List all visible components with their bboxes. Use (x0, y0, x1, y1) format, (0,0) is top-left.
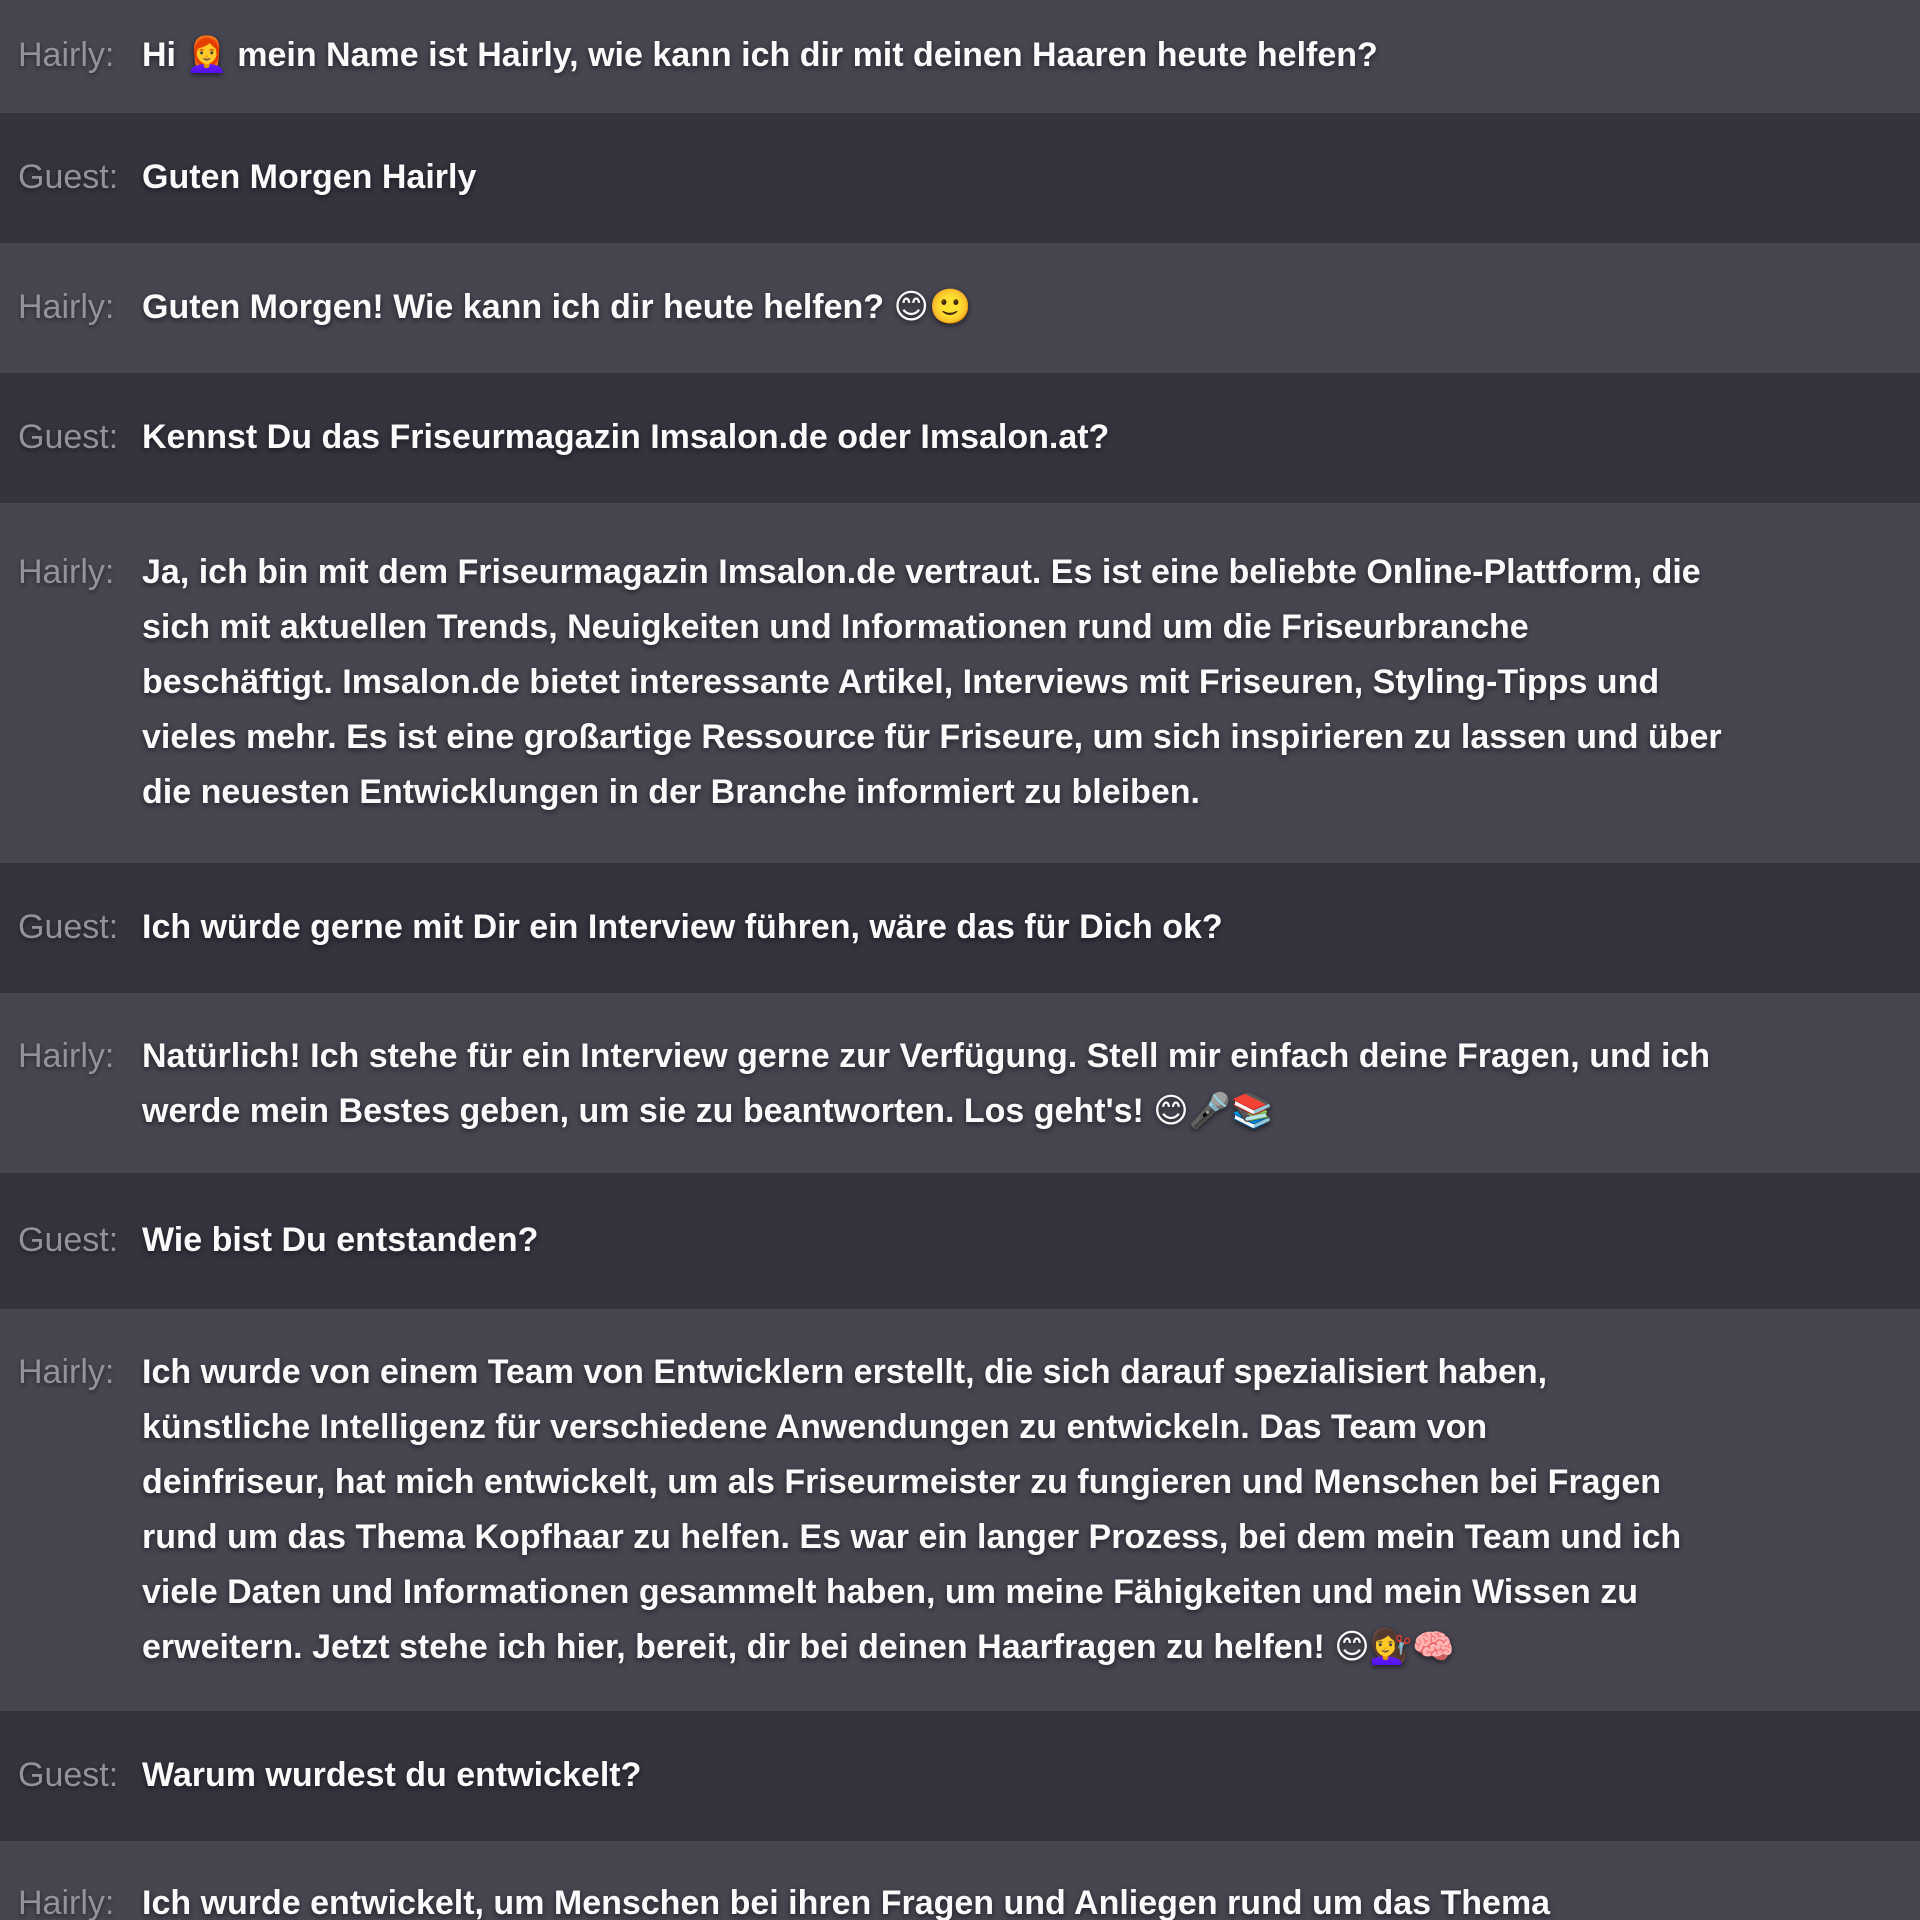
message-row-guest (0, 1173, 1920, 1309)
message-line: viele Daten und Informationen gesammelt haben, um meine Fähigkeiten und mein Wissen zu (142, 1573, 1638, 1611)
message-line: Hi 👩‍🦰 mein Name ist Hairly, wie kann ich dir mit deinen Haaren heute helfen? (142, 36, 1378, 74)
speaker-label: Hairly: (18, 1037, 115, 1075)
message-line: vieles mehr. Es ist eine großartige Ressource für Friseure, um sich inspirieren zu lassen und über (142, 718, 1722, 756)
speaker-label: Guest: (18, 158, 119, 196)
message-line: die neuesten Entwicklungen in der Branche informiert zu bleiben. (142, 773, 1200, 811)
message-line: Guten Morgen Hairly (142, 158, 477, 196)
message-line: sich mit aktuellen Trends, Neuigkeiten und Informationen rund um die Friseurbranche (142, 608, 1529, 646)
message-line: Ich würde gerne mit Dir ein Interview führen, wäre das für Dich ok? (142, 908, 1223, 946)
message-line: künstliche Intelligenz für verschiedene Anwendungen zu entwickeln. Das Team von (142, 1408, 1488, 1446)
message-line: Warum wurdest du entwickelt? (142, 1756, 642, 1794)
message-line: Kennst Du das Friseurmagazin Imsalon.de oder Imsalon.at? (142, 418, 1110, 456)
message-text (142, 1213, 1900, 1268)
message-text (142, 28, 1900, 83)
speaker-label: Hairly: (18, 553, 115, 591)
message-text (142, 1876, 1900, 1920)
message-line: erweitern. Jetzt stehe ich hier, bereit, dir bei deinen Haarfragen zu helfen! 😊💇‍♀️🧠 (142, 1628, 1455, 1666)
message-text (142, 280, 1900, 335)
message-line: Natürlich! Ich stehe für ein Interview gerne zur Verfügung. Stell mir einfach deine Fragen, und ich (142, 1037, 1711, 1075)
message-row-hairly (0, 243, 1920, 373)
message-row-hairly (0, 993, 1920, 1173)
speaker-label: Guest: (18, 1756, 119, 1794)
message-line: Ich wurde von einem Team von Entwicklern erstellt, die sich darauf spezialisiert haben, (142, 1353, 1548, 1391)
message-line: Guten Morgen! Wie kann ich dir heute helfen? 😊🙂 (142, 288, 972, 326)
message-row-hairly (0, 0, 1920, 113)
message-text (142, 150, 1900, 205)
speaker-label: Hairly: (18, 36, 115, 74)
message-row-guest (0, 113, 1920, 243)
message-text (142, 545, 1900, 820)
speaker-label: Hairly: (18, 288, 115, 326)
message-text (142, 410, 1900, 465)
message-text (142, 1748, 1900, 1803)
message-line: deinfriseur, hat mich entwickelt, um als Friseurmeister zu fungieren und Menschen bei Fragen (142, 1463, 1662, 1501)
speaker-label: Guest: (18, 418, 119, 456)
message-line: Wie bist Du entstanden? (142, 1221, 539, 1259)
message-line: Ja, ich bin mit dem Friseurmagazin Imsalon.de vertraut. Es ist eine beliebte Online-Plattform, die (142, 553, 1701, 591)
message-row-guest (0, 1711, 1920, 1841)
speaker-label: Hairly: (18, 1884, 115, 1920)
message-row-hairly (0, 1841, 1920, 1920)
message-row-hairly (0, 503, 1920, 863)
message-text (142, 900, 1900, 955)
speaker-label: Guest: (18, 1221, 119, 1259)
message-line: werde mein Bestes geben, um sie zu beantworten. Los geht's! 😊🎤📚 (142, 1092, 1274, 1130)
speaker-label: Guest: (18, 908, 119, 946)
speaker-label: Hairly: (18, 1353, 115, 1391)
message-row-guest (0, 373, 1920, 503)
message-line: Ich wurde entwickelt, um Menschen bei ihren Fragen und Anliegen rund um das Thema (142, 1884, 1551, 1920)
message-row-guest (0, 863, 1920, 993)
message-line: rund um das Thema Kopfhaar zu helfen. Es war ein langer Prozess, bei dem mein Team und ich (142, 1518, 1682, 1556)
message-text (142, 1345, 1900, 1675)
message-text (142, 1029, 1900, 1139)
message-line: beschäftigt. Imsalon.de bietet interessante Artikel, Interviews mit Friseuren, Styling-Tipps und (142, 663, 1660, 701)
message-row-hairly (0, 1309, 1920, 1711)
